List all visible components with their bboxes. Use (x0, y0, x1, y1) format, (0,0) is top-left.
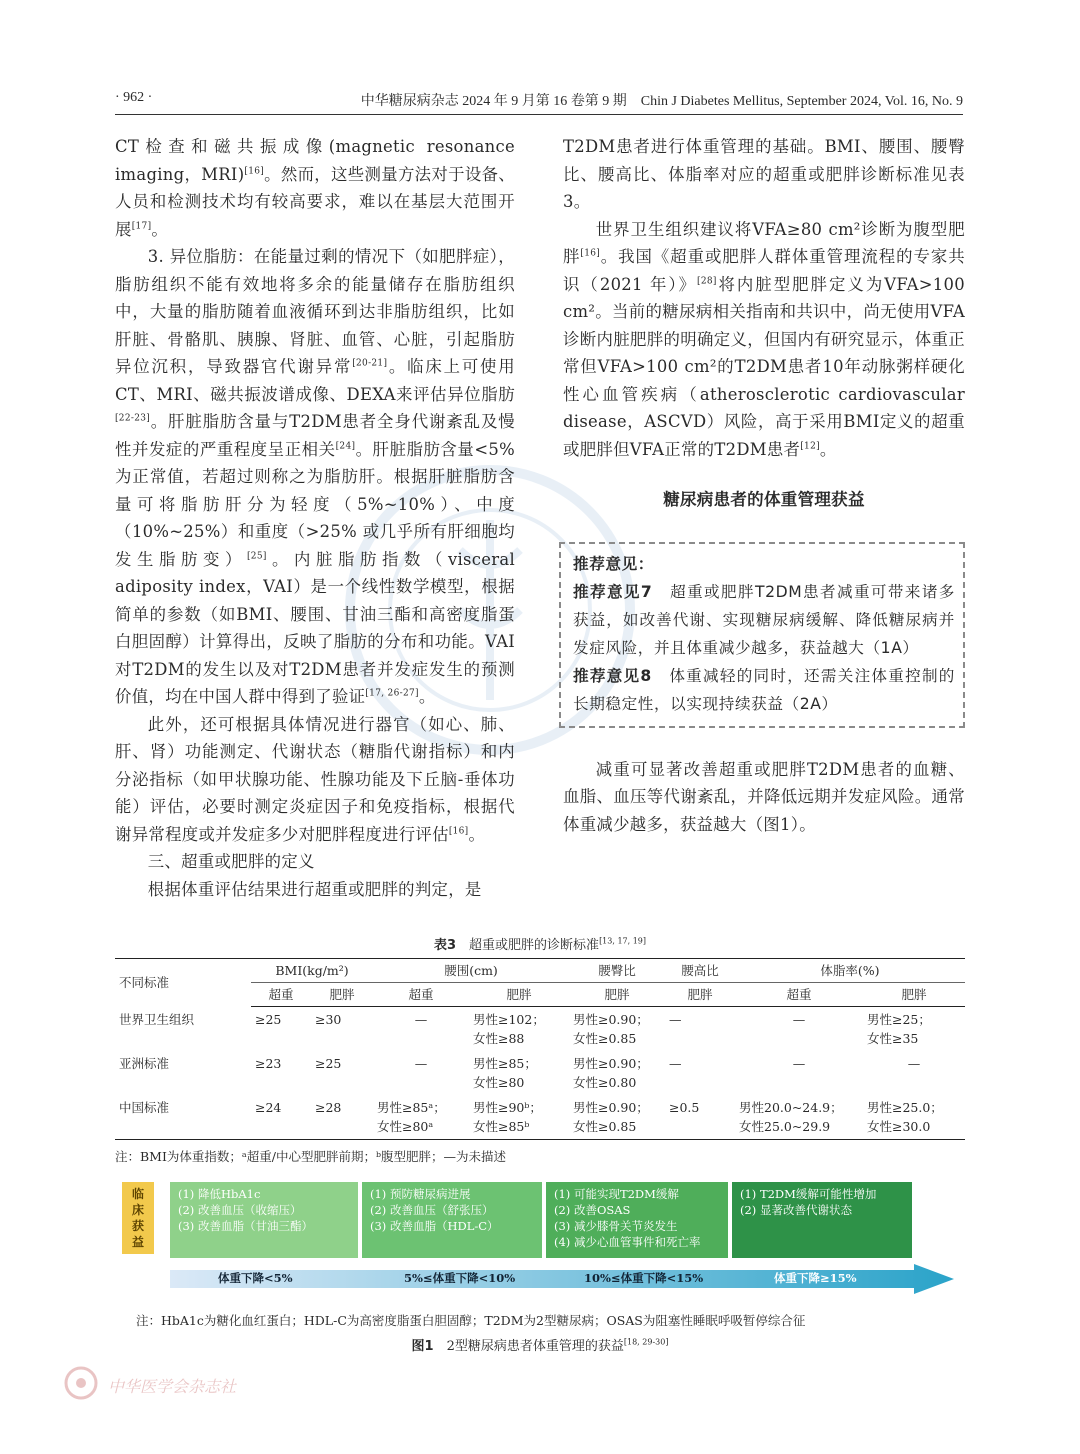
arrow-label: 体重下降<5% (218, 1271, 293, 1285)
header-body-fat: 体脂率(%) (735, 959, 965, 983)
paragraph: T2DM患者进行体重管理的基础。BMI、腰围、腰臀比、腰高比、体脂率对应的超重或肥胖诊断标准见表3。 (563, 137, 965, 211)
journal-citation: 中华糖尿病杂志 2024 年 9 月第 16 卷第 9 期 Chin J Diabetes Mellitus, September 2024, Vol. 16, No. 9 (360, 94, 963, 109)
table-note: 注：BMI为体重指数；ᵃ超重/中心型肥胖前期；ᵇ腹型肥胖；—为未描述 (115, 1149, 506, 1164)
publisher-logo: 中华医学会杂志社 (64, 1366, 384, 1402)
recommendation-7: 推荐意见7 超重或肥胖T2DM患者减重可带来诸多获益，如改善代谢、实现糖尿病缓解、降低糖尿病并发症风险，并且体重减少越多，获益越大（1A） (573, 582, 955, 657)
subheader-obese: 肥胖 (863, 983, 965, 1007)
header-whr: 腰臀比 (569, 959, 665, 983)
left-column (115, 133, 515, 903)
header-bmi: BMI(kg/m²) (251, 959, 373, 983)
figure-caption: 图1 2型糖尿病患者体重管理的获益[18, 29-30] (411, 1337, 669, 1354)
table-row: 亚洲标准 ≥23 ≥25 — 男性≥85； 女性≥80 男性≥0.90； 女性≥0.80 — — — (119, 1056, 921, 1090)
subheader-obese: 肥胖 (665, 983, 735, 1007)
subheader-overweight: 超重 (373, 983, 469, 1007)
paragraph-vfa: 世界卫生组织建议将VFA≥80 cm²诊断为腹型肥胖[16]。我国《超重或肥胖人群体重管理流程的专家共识（2021 年）》[28]将内脏型肥胖定义为VFA>100 cm²。当前的糖尿病相关指南和共识中，尚无使用VFA诊断内脏肥胖的明确定义，但国内有研究显示，体重正常但VFA>100 cm²的T2DM患者10年动脉粥样硬化性心血管疾病（atherosclerotic cardiovascular disease，ASCVD）风险，高于采用BMI定义的超重或肥胖但VFA正常的T2DM患者[12]。 (563, 219, 965, 459)
benefit-block-10-15: (1) 可能实现T2DM缓解 (2) 改善OSAS (3) 减少膝骨关节炎发生 (4) 减少心血管事件和死亡率 (546, 1182, 728, 1258)
paragraph: CT检查和磁共振成像(magnetic resonance imaging，MRI)[16]。然而，这些测量方法对于设备、人员和检测技术均有较高要求，难以在基层大范围开展[17]。 (115, 137, 516, 239)
subheader-overweight: 超重 (251, 983, 311, 1007)
recommendation-8: 推荐意见8 体重减轻的同时，还需关注体重控制的长期稳定性，以实现持续获益（2A） (573, 666, 955, 713)
page-number: · 962 · (115, 90, 153, 105)
benefit-block-ge15: (1) T2DM缓解可能性增加 (2) 显著改善代谢状态 (732, 1182, 912, 1258)
subheader-obese: 肥胖 (469, 983, 569, 1007)
table-row: 中国标准 ≥24 ≥28 男性≥85ᵃ； 女性≥80ᵃ 男性≥90ᵇ； 女性≥85ᵇ 男性≥0.90； 女性≥0.85 ≥0.5 男性20.0~24.9； 女性25.0~29.9 男性≥25.0； 女性≥30.0 (115, 1095, 965, 1140)
paragraph: 减重可显著改善超重或肥胖T2DM患者的血糖、血脂、血压等代谢紊乱，并降低远期并发症风险。通常体重减少越多，获益越大（图1）。 (563, 759, 965, 834)
benefit-block-lt5: (1) 降低HbA1c (2) 改善血压（收缩压） (3) 改善血脂（甘油三酯） (170, 1182, 358, 1258)
arrow-label: 10%≤体重下降<15% (584, 1271, 704, 1285)
section-title: 糖尿病患者的体重管理获益 (663, 490, 865, 509)
arrow-label: 5%≤体重下降<10% (404, 1271, 516, 1285)
paragraph-ectopic-fat: 3. 异位脂肪：在能量过剩的情况下（如肥胖症），脂肪组织不能有效地将多余的能量储存在脂肪组织中，大量的脂肪随着血液循环到达非脂肪组织，比如肝脏、骨骼肌、胰腺、肾脏、血管、心脏，引起脂肪异位沉积，导致器官代谢异常[20-21]。临床上可使用CT、MRI、磁共振波谱成像、DEXA来评估异位脂肪[22-23]。肝脏脂肪含量与T2DM患者全身代谢紊乱及慢性并发症的严重程度呈正相关[24]。肝脏脂肪含量<5% 为正常值，若超过则称之为脂肪肝。根据肝脏脂肪含量可将脂肪肝分为轻度（5%~10%）、中度（10%~25%）和重度（>25% 或几乎所有肝细胞均发生脂肪变）[25]。内脏脂肪指数（visceral adiposity index，VAI）是一个线性数学模型，根据简单的参数（如BMI、腰围、甘油三酯和高密度脂蛋白胆固醇）计算得出，反映了脂肪的分布和功能。VAI对T2DM的发生以及对T2DM患者并发症发生的预测价值，均在中国人群中得到了验证[17, 26-27]。 (115, 247, 515, 706)
arrow-label: 体重下降≥15% (774, 1271, 857, 1285)
flower-logo-icon (64, 1366, 98, 1400)
header-waist: 腰围(cm) (373, 959, 569, 983)
paragraph-other-assessment: 此外，还可根据具体情况进行器官（如心、肺、肝、肾）功能测定、代谢状态（糖脂代谢指标）和内分泌指标（如甲状腺功能、性腺功能及下丘脑-垂体功能）评估，必要时测定炎症因子和免疫指标，根据代谢异常程度或并发症多少对肥胖程度进行评估[16]。 (115, 714, 515, 844)
figure-note: 注：HbA1c为糖化血红蛋白；HDL-C为高密度脂蛋白胆固醇；T2DM为2型糖尿病；OSAS为阻塞性睡眠呼吸暂停综合征 (136, 1313, 806, 1328)
header-standard: 不同标准 (115, 959, 251, 1007)
subheader-obese: 肥胖 (311, 983, 373, 1007)
subheader-overweight: 超重 (735, 983, 863, 1007)
running-header (115, 86, 963, 115)
table-caption: 表3 超重或肥胖的诊断标准[13, 17, 19] (433, 936, 647, 953)
figure-weight-benefit (122, 1178, 954, 1296)
benefit-block-5-10: (1) 预防糖尿病进展 (2) 改善血压（舒张压） (3) 改善血脂（HDL-C） (362, 1182, 542, 1258)
clinical-benefit-label: 临床获益 (122, 1182, 154, 1254)
table-row: 世界卫生组织 ≥25 ≥30 — 男性≥102； 女性≥88 男性≥0.90； 女性≥0.85 — — 男性≥25； 女性≥35 (119, 1011, 931, 1046)
recommendation-heading: 推荐意见： (573, 554, 654, 573)
header-whtr: 腰高比 (665, 959, 735, 983)
subheader-obese: 肥胖 (569, 983, 665, 1007)
right-column (563, 133, 965, 838)
section-heading-definition: 三、超重或肥胖的定义 (147, 852, 315, 871)
recommendation-box (559, 542, 965, 728)
diagnosis-criteria-table (115, 958, 965, 1140)
paragraph: 根据体重评估结果进行超重或肥胖的判定，是 (147, 879, 482, 899)
